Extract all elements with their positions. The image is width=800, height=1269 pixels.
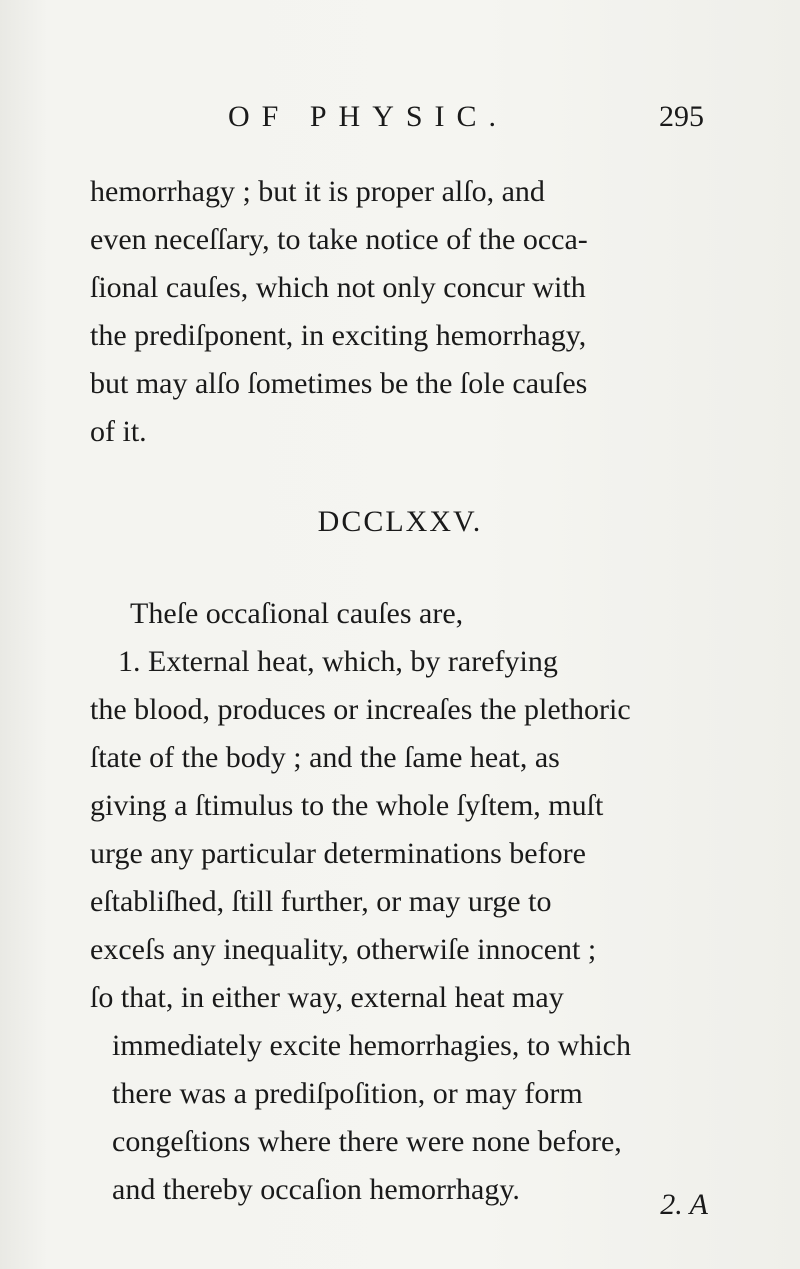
text-line: the blood, produces or increaſes the plethoric [90, 693, 631, 726]
section-body [90, 590, 710, 1214]
page-number: 295 [659, 100, 704, 133]
text-line: urge any particular determinations before [90, 837, 586, 870]
section-heading: DCCLXXV. [317, 505, 483, 538]
text-line: but may alſo ſometimes be the ſole cauſes [90, 367, 588, 400]
text-line: hemorrhagy ; but it is proper alſo, and [90, 175, 545, 208]
text-line: immediately excite hemorrhagies, to which [112, 1029, 631, 1062]
text-line: 1. External heat, which, by rarefying [118, 645, 558, 678]
page-header [90, 100, 710, 150]
text-line: congeſtions where there were none before, [112, 1125, 622, 1158]
text-line: ſo that, in either way, external heat may [90, 981, 564, 1014]
text-line: eſtabliſhed, ſtill further, or may urge to [90, 885, 552, 918]
text-line: ſtate of the body ; and the ſame heat, as [90, 741, 560, 774]
catchword: 2. A [660, 1188, 708, 1221]
text-line: there was a prediſpoſition, or may form [112, 1077, 583, 1110]
text-line: of it. [90, 415, 147, 448]
text-line: giving a ſtimulus to the whole ſyſtem, muſt [90, 789, 604, 822]
text-line: Theſe occaſional cauſes are, [130, 597, 464, 630]
running-head: OF PHYSIC. [228, 100, 509, 133]
text-line: ſional cauſes, which not only concur with [90, 271, 586, 304]
continuation-paragraph [90, 168, 710, 456]
text-line: the prediſponent, in exciting hemorrhagy, [90, 319, 587, 352]
text-line: exceſs any inequality, otherwiſe innocent ; [90, 933, 597, 966]
text-line: even neceſſary, to take notice of the occa- [90, 223, 588, 256]
text-line: and thereby occaſion hemorrhagy. [112, 1173, 520, 1206]
